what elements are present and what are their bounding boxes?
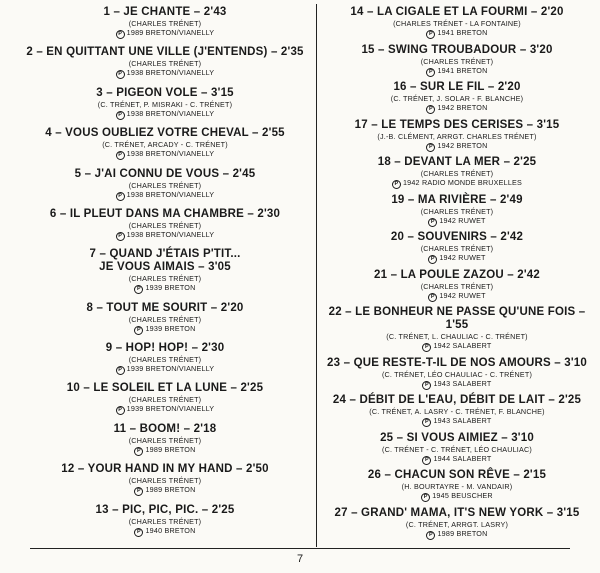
track-publisher: [322, 341, 592, 352]
track-publisher-text: 1943 SALABERT: [433, 416, 492, 425]
track-credit: (C. TRÉNET, L. CHAULIAC - C. TRÉNET): [386, 332, 528, 341]
track-title: 5 – J'AI CONNU DE VOUS – 2'45: [74, 167, 256, 180]
track-entry: [86, 302, 243, 335]
track-title: 24 – DÉBIT DE L'EAU, DÉBIT DE LAIT – 2'25: [332, 394, 582, 406]
track-publisher-text: 1945 BEUSCHER: [432, 491, 493, 500]
track-credit: (C. TRÉNET, LÉO CHAULIAC - C. TRÉNET): [381, 369, 533, 379]
track-title: 7 – QUAND J'ÉTAIS P'TIT... JE VOUS AIMAIS – 3'05: [89, 248, 241, 274]
phonogram-copyright-icon: P: [426, 105, 435, 114]
track-publisher: [391, 216, 522, 227]
track-publisher: [361, 66, 552, 77]
track-publisher-text: 1939 BRETON: [145, 283, 196, 293]
track-title: 20 – SOUVENIRS – 2'42: [390, 231, 524, 243]
track-entry: [378, 156, 537, 189]
track-publisher: [67, 404, 263, 415]
track-credit: (CHARLES TRÉNET): [128, 435, 202, 445]
track-publisher-text: 1942 BRETON: [437, 103, 488, 112]
track-publisher-text: 1942 BRETON: [437, 140, 488, 150]
track-publisher: [114, 445, 217, 456]
track-entry: [114, 423, 217, 456]
track-entry: [361, 44, 552, 77]
track-publisher-text: 1938 BRETON/VIANELLY: [126, 108, 215, 118]
track-publisher: [96, 526, 235, 537]
track-publisher: [86, 324, 243, 335]
track-credit: (CHARLES TRÉNET): [128, 395, 202, 405]
track-list-right: [322, 6, 592, 544]
track-credit: (CHARLES TRÉNET - LA FONTAINE): [393, 19, 521, 28]
track-entry: [103, 6, 226, 39]
phonogram-copyright-icon: P: [116, 30, 125, 39]
track-publisher: [61, 485, 268, 496]
track-title: 23 – QUE RESTE-T-IL DE NOS AMOURS – 3'10: [327, 356, 587, 369]
track-entry: [350, 6, 563, 39]
track-title: 17 – LE TEMPS DES CERISES – 3'15: [354, 118, 560, 131]
track-publisher: [26, 68, 303, 79]
track-publisher-text: 1938 BRETON/VIANELLY: [126, 229, 215, 239]
track-credit: (CHARLES TRÉNET): [420, 56, 494, 66]
track-title: 2 – EN QUITTANT UNE VILLE (J'ENTENDS) – 2'35: [26, 46, 304, 59]
track-credit: (C. TRÉNET, A. LASRY - C. TRÉNET, F. BLANCHE): [369, 407, 545, 416]
track-publisher: [327, 379, 587, 390]
phonogram-copyright-icon: P: [116, 406, 125, 415]
track-credit: (CHARLES TRÉNET): [128, 355, 202, 364]
phonogram-copyright-icon: P: [426, 68, 435, 77]
track-publisher: [103, 28, 226, 39]
track-entry: [26, 46, 303, 79]
track-credit: (H. BOURTAYRE - M. VANDAIR): [401, 482, 513, 491]
track-credit: (C. TRÉNET - C. TRÉNET, LÉO CHAULIAC): [382, 444, 532, 454]
track-credit: (CHARLES TRÉNET): [420, 206, 494, 216]
page-number: 7: [296, 553, 304, 565]
track-publisher: [50, 230, 280, 241]
track-publisher: [96, 109, 234, 120]
track-publisher-text: 1989 BRETON: [437, 528, 488, 538]
track-credit: (CHARLES TRÉNET): [420, 281, 494, 291]
phonogram-copyright-icon: P: [422, 381, 431, 390]
phonogram-copyright-icon: P: [422, 418, 431, 427]
phonogram-copyright-icon: P: [422, 343, 431, 352]
phonogram-copyright-icon: P: [134, 285, 143, 294]
phonogram-copyright-icon: P: [422, 456, 431, 465]
track-publisher-text: 1944 SALABERT: [433, 453, 492, 463]
track-publisher-text: 1942 RUWET: [439, 215, 486, 225]
track-title: 21 – LA POULE ZAZOU – 2'42: [374, 268, 540, 281]
track-title: 11 – BOOM! – 2'18: [113, 422, 217, 435]
track-entry: [368, 469, 546, 502]
track-publisher-text: 1939 BRETON: [145, 323, 196, 333]
track-entry: [96, 504, 235, 537]
track-entry: [67, 382, 263, 415]
track-publisher-text: 1938 BRETON/VIANELLY: [126, 68, 215, 78]
track-publisher: [380, 454, 534, 465]
track-publisher: [75, 190, 256, 201]
track-publisher-text: 1938 BRETON/VIANELLY: [126, 149, 215, 159]
phonogram-copyright-icon: P: [426, 143, 435, 152]
track-title: 3 – PIGEON VOLE – 3'15: [96, 86, 234, 99]
phonogram-copyright-icon: P: [392, 180, 401, 189]
track-title: 26 – CHACUN SON RÊVE – 2'15: [367, 469, 547, 481]
track-title: 12 – YOUR HAND IN MY HAND – 2'50: [61, 463, 269, 476]
phonogram-copyright-icon: P: [134, 447, 143, 456]
track-publisher: [391, 253, 523, 264]
track-publisher-text: 1989 BRETON: [145, 485, 196, 495]
track-title: 8 – TOUT ME SOURIT – 2'20: [86, 301, 244, 314]
track-title: 27 – GRAND' MAMA, IT'S NEW YORK – 3'15: [334, 506, 580, 519]
phonogram-copyright-icon: P: [116, 70, 125, 79]
phonogram-copyright-icon: P: [116, 111, 125, 120]
track-entry: [391, 231, 523, 264]
track-credit: (CHARLES TRÉNET): [128, 314, 202, 324]
track-title: 1 – JE CHANTE – 2'43: [103, 6, 227, 18]
track-title: 4 – VOUS OUBLIEZ VOTRE CHEVAL – 2'55: [45, 127, 285, 140]
track-publisher-text: 1942 RADIO MONDE BRUXELLES: [402, 178, 523, 187]
track-title: 13 – PIC, PIC, PIC. – 2'25: [95, 503, 235, 516]
track-entry: [391, 194, 522, 227]
phonogram-copyright-icon: P: [116, 232, 125, 241]
phonogram-copyright-icon: P: [428, 293, 437, 302]
column-divider: [316, 4, 317, 547]
track-publisher-text: 1940 BRETON: [145, 525, 196, 535]
track-publisher: [45, 149, 285, 160]
phonogram-copyright-icon: P: [428, 255, 437, 264]
track-publisher-text: 1989 BRETON/VIANELLY: [126, 28, 215, 37]
track-credit: (C. TRÉNET, J. SOLAR - F. BLANCHE): [390, 94, 524, 103]
track-credit: (CHARLES TRÉNET): [128, 59, 202, 69]
phonogram-copyright-icon: P: [134, 326, 143, 335]
track-publisher: [334, 529, 579, 540]
track-credit: (J.-B. CLÉMENT, ARRGT. CHARLES TRÉNET): [377, 131, 537, 141]
track-publisher: [378, 178, 537, 189]
track-publisher-text: 1941 BRETON: [437, 65, 488, 75]
track-credit: (C. TRÉNET, ARCADY - C. TRÉNET): [102, 140, 228, 150]
track-publisher-text: 1942 RUWET: [439, 290, 486, 300]
track-credit: (CHARLES TRÉNET): [128, 220, 202, 230]
track-publisher: [333, 416, 581, 427]
track-publisher-text: 1942 RUWET: [439, 253, 486, 262]
phonogram-copyright-icon: P: [426, 531, 435, 540]
track-publisher: [391, 103, 523, 114]
track-list-left: [20, 6, 310, 544]
phonogram-copyright-icon: P: [428, 218, 437, 227]
track-publisher-text: 1939 BRETON/VIANELLY: [126, 364, 215, 373]
phonogram-copyright-icon: P: [134, 528, 143, 537]
track-title: 16 – SUR LE FIL – 2'20: [393, 81, 521, 93]
track-entry: [327, 357, 587, 390]
track-publisher-text: 1941 BRETON: [437, 28, 488, 37]
track-credit: (CHARLES TRÉNET): [128, 476, 202, 486]
track-entry: [374, 269, 540, 302]
track-publisher: [350, 28, 563, 39]
track-publisher: [355, 141, 560, 152]
phonogram-copyright-icon: P: [134, 487, 143, 496]
phonogram-copyright-icon: P: [116, 192, 125, 201]
track-publisher-text: 1943 SALABERT: [433, 378, 492, 388]
track-entry: [89, 248, 240, 294]
track-title: 6 – IL PLEUT DANS MA CHAMBRE – 2'30: [49, 207, 281, 220]
track-entry: [391, 81, 523, 114]
track-publisher: [106, 364, 225, 375]
phonogram-copyright-icon: P: [426, 30, 435, 39]
track-title: 14 – LA CIGALE ET LA FOURMI – 2'20: [350, 6, 564, 18]
track-credit: (CHARLES TRÉNET): [128, 180, 202, 190]
track-publisher: [374, 291, 540, 302]
track-title: 15 – SWING TROUBADOUR – 3'20: [361, 43, 553, 56]
track-entry: [380, 432, 534, 465]
track-entry: [333, 394, 581, 427]
track-credit: (CHARLES TRÉNET): [420, 244, 494, 253]
track-title: 10 – LE SOLEIL ET LA LUNE – 2'25: [66, 382, 264, 395]
track-publisher-text: 1938 BRETON/VIANELLY: [126, 189, 215, 199]
phonogram-copyright-icon: P: [116, 151, 125, 160]
track-entry: [106, 342, 225, 375]
track-title: 22 – LE BONHEUR NE PASSE QU'UNE FOIS – 1'55: [328, 306, 586, 331]
phonogram-copyright-icon: P: [421, 493, 430, 502]
track-entry: [75, 168, 256, 201]
track-entry: [61, 463, 268, 496]
track-entry: [334, 507, 579, 540]
track-publisher: [89, 283, 240, 294]
track-credit: (CHARLES TRÉNET): [128, 19, 202, 28]
track-publisher-text: 1939 BRETON/VIANELLY: [126, 404, 215, 414]
phonogram-copyright-icon: P: [116, 366, 125, 375]
track-publisher: [368, 491, 546, 502]
track-title: 19 – MA RIVIÈRE – 2'49: [391, 193, 523, 206]
track-entry: [50, 208, 280, 241]
track-publisher-text: 1989 BRETON: [145, 444, 196, 454]
track-credit: (CHARLES TRÉNET): [128, 516, 202, 526]
track-title: 9 – HOP! HOP! – 2'30: [105, 342, 225, 354]
track-credit: (C. TRÉNET, ARRGT. LASRY): [405, 519, 509, 529]
track-entry: [322, 306, 592, 352]
track-title: 18 – DEVANT LA MER – 2'25: [377, 156, 537, 168]
track-publisher-text: 1942 SALABERT: [433, 341, 492, 350]
track-entry: [355, 119, 560, 152]
track-credit: (CHARLES TRÉNET): [128, 274, 202, 284]
footer-rule: [30, 548, 570, 549]
track-entry: [96, 87, 234, 120]
track-entry: [45, 127, 285, 160]
track-credit: (C. TRÉNET, P. MISRAKI - C. TRÉNET): [97, 99, 233, 109]
track-title: 25 – SI VOUS AIMIEZ – 3'10: [380, 431, 534, 444]
track-credit: (CHARLES TRÉNET): [420, 169, 494, 178]
